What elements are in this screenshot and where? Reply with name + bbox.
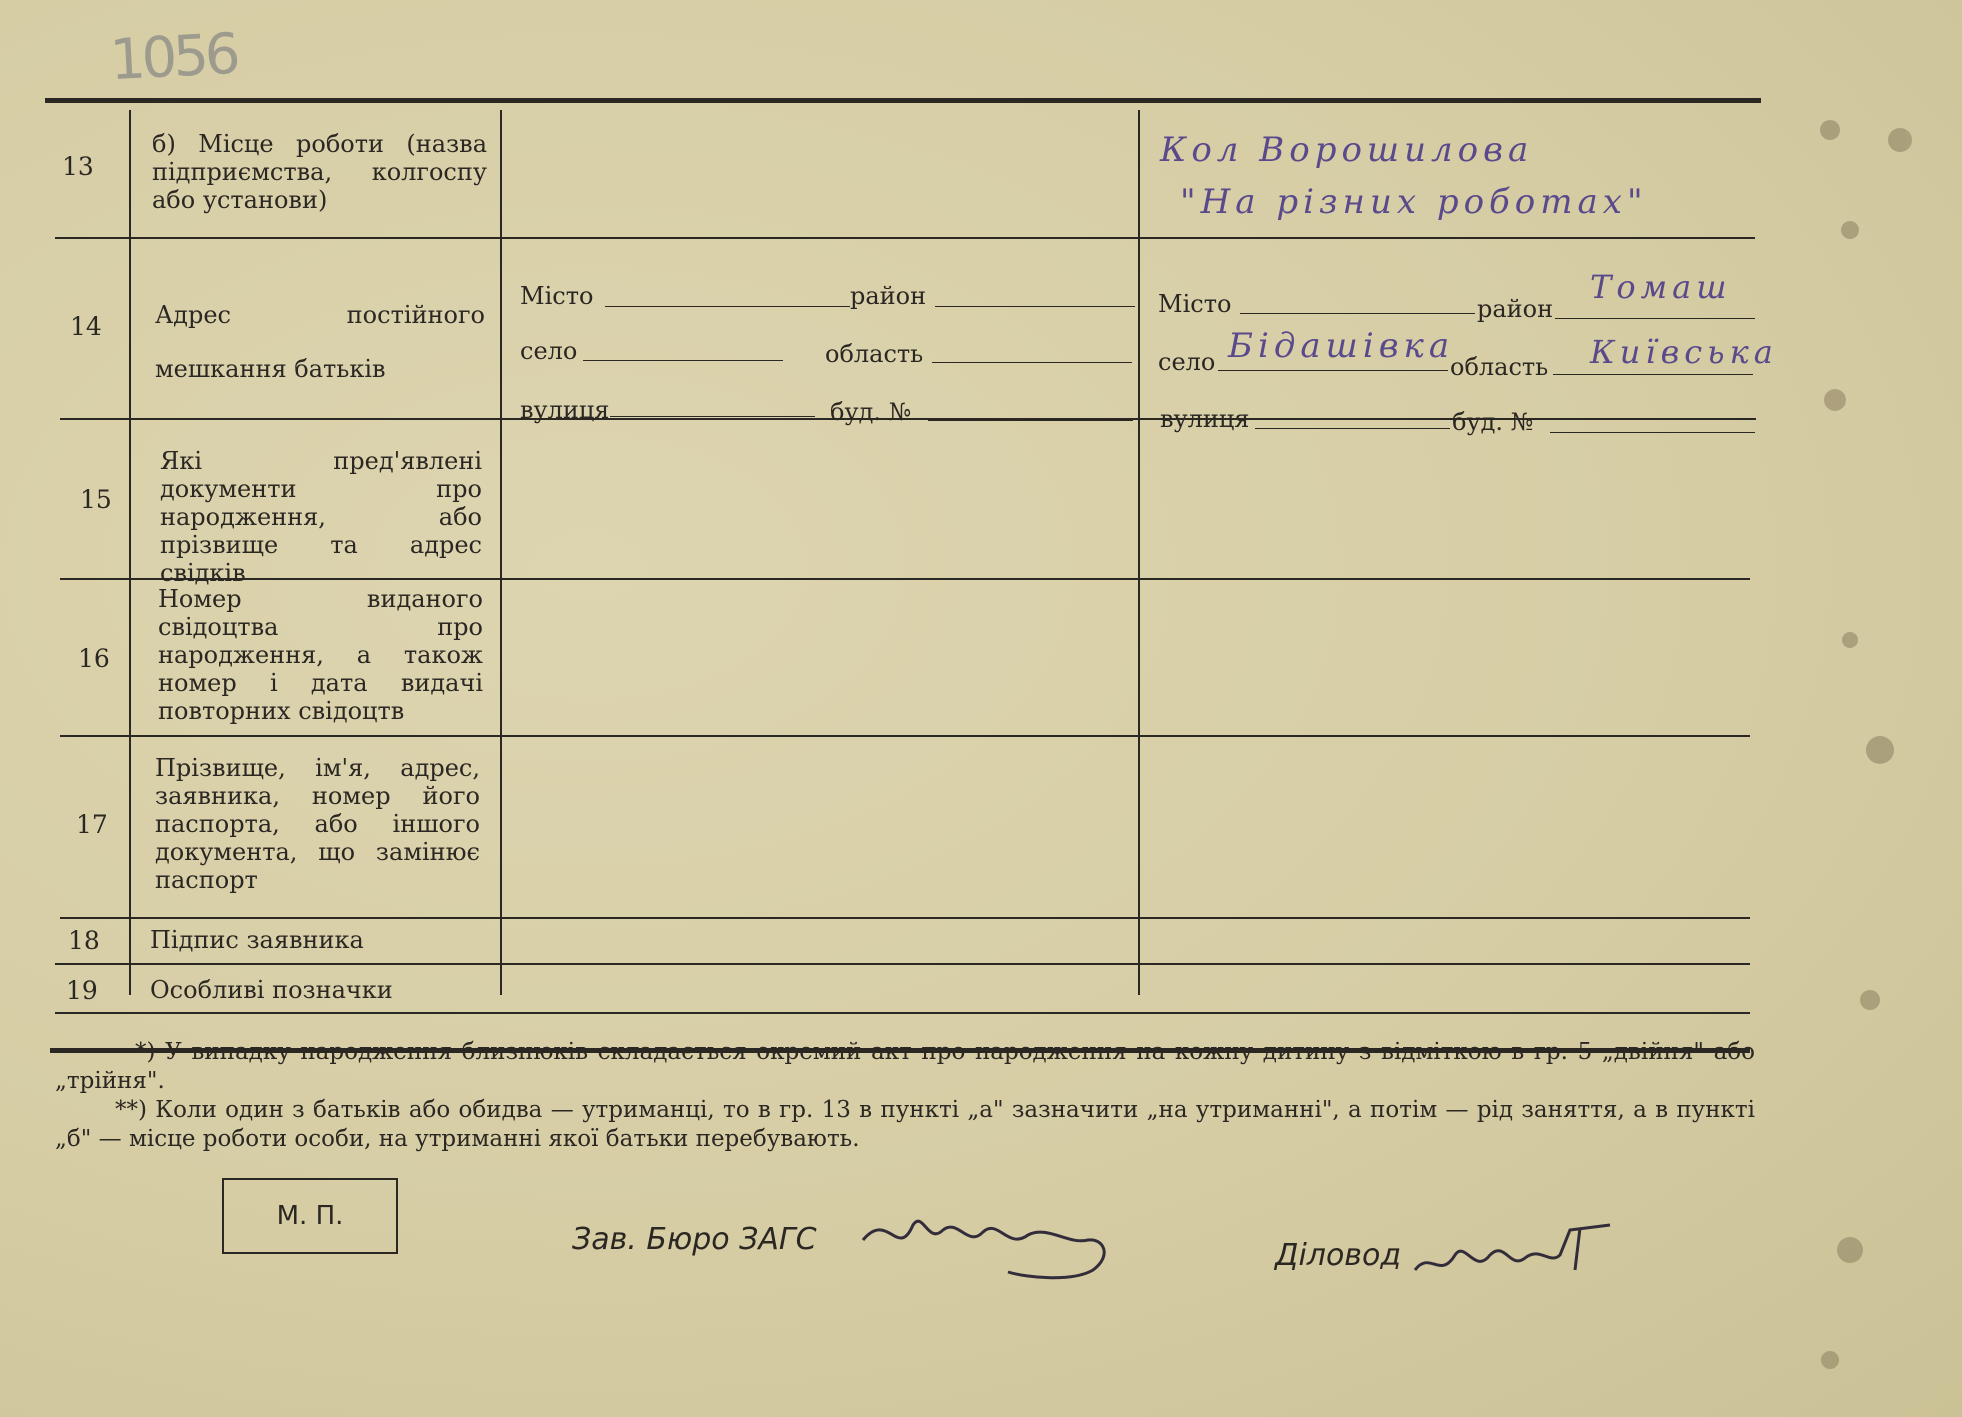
registry-head-signature	[858, 1200, 1128, 1290]
mother-oblast-line	[1553, 374, 1753, 375]
paper-edge-damage	[1790, 100, 1950, 1400]
col-label-divider	[500, 110, 502, 995]
registry-head-label: Зав. Бюро ЗАГС	[572, 1222, 817, 1257]
mother-district-line	[1555, 318, 1755, 319]
footnote-dependents: **) Коли один з батьків або обидва — утриманці, то в гр. 13 в пункті „а" зазначити „на утриманні", а потім — рід заняття, а в пункті „б" — місце роботи особи, на утриманні якої батьки перебувають.	[55, 1097, 1755, 1152]
archive-pencil-number: 1056	[108, 21, 239, 94]
stamp-placeholder: М. П.	[222, 1178, 398, 1254]
row-18-label: Підпис заявника	[150, 926, 364, 954]
mother-street-label: вулиця	[1160, 405, 1250, 433]
row-13-handwritten-2: "На різних роботах"	[1180, 182, 1648, 222]
mother-city-line	[1240, 313, 1475, 314]
father-street-line	[610, 416, 815, 417]
father-city-label: Місто	[520, 282, 594, 310]
row-13-number: 13	[62, 152, 94, 181]
row-divider-17	[60, 917, 1750, 919]
row-17-label: Прізвище, ім'я, адрес, заявника, номер його паспорта, або іншого документа, що замінює паспорт	[155, 754, 480, 894]
row-divider-19	[55, 1012, 1750, 1014]
col-father-divider	[1138, 110, 1140, 995]
row-divider-16	[60, 735, 1750, 737]
mother-village-line	[1218, 370, 1448, 371]
row-19-number: 19	[66, 976, 98, 1005]
footnote-twins: *) У випадку народження близнюків складається окремий акт про народження на кожну дитину з відміткою в гр. 5 „двійня" або „трійня".	[55, 1039, 1755, 1094]
mother-oblast-label: область	[1450, 353, 1549, 381]
mother-district-label: район	[1477, 295, 1554, 323]
row-15-number: 15	[80, 485, 112, 514]
father-village-line	[583, 360, 783, 361]
father-house-line	[928, 420, 1133, 421]
father-city-line	[605, 306, 850, 307]
row-divider-13	[55, 237, 1755, 239]
father-village-label: село	[520, 337, 578, 365]
table-top-border	[45, 98, 1761, 103]
row-divider-18	[55, 963, 1750, 965]
father-oblast-label: область	[825, 340, 924, 368]
row-14-label: Адрес постійного мешкання батьків	[155, 301, 485, 383]
father-oblast-line	[932, 362, 1132, 363]
row-18-number: 18	[68, 926, 100, 955]
mother-village-label: село	[1158, 348, 1216, 376]
mother-district-handwritten: Томаш	[1590, 268, 1732, 306]
row-19-label: Особливі позначки	[150, 976, 393, 1004]
row-14-number: 14	[70, 312, 102, 341]
father-house-label: буд. №	[830, 398, 912, 426]
row-13-handwritten-1: Кол Ворошилова	[1160, 130, 1534, 170]
mother-village-handwritten: Бідашівка	[1228, 326, 1455, 366]
row-15-label: Які пред'явлені документи про народження, або прізвище та адрес свідків	[160, 447, 482, 587]
row-13-label: б) Місце роботи (назва підприємства, колгоспу або установи)	[152, 130, 487, 214]
father-street-label: вулиця	[520, 396, 610, 424]
mother-oblast-handwritten: Київська	[1590, 333, 1778, 371]
mother-city-label: Місто	[1158, 290, 1232, 318]
row-16-number: 16	[78, 644, 110, 673]
father-district-label: район	[850, 282, 927, 310]
father-district-line	[935, 306, 1135, 307]
clerk-label: Діловод	[1275, 1238, 1402, 1273]
row-17-number: 17	[76, 810, 108, 839]
col-num-divider	[129, 110, 131, 995]
mother-house-line	[1550, 432, 1755, 433]
mother-house-label: буд. №	[1452, 408, 1534, 436]
row-16-label: Номер виданого свідоцтва про народження, а також номер і дата видачі повторних свідоцтв	[158, 585, 483, 725]
mother-street-line	[1255, 428, 1450, 429]
clerk-signature	[1410, 1210, 1640, 1290]
